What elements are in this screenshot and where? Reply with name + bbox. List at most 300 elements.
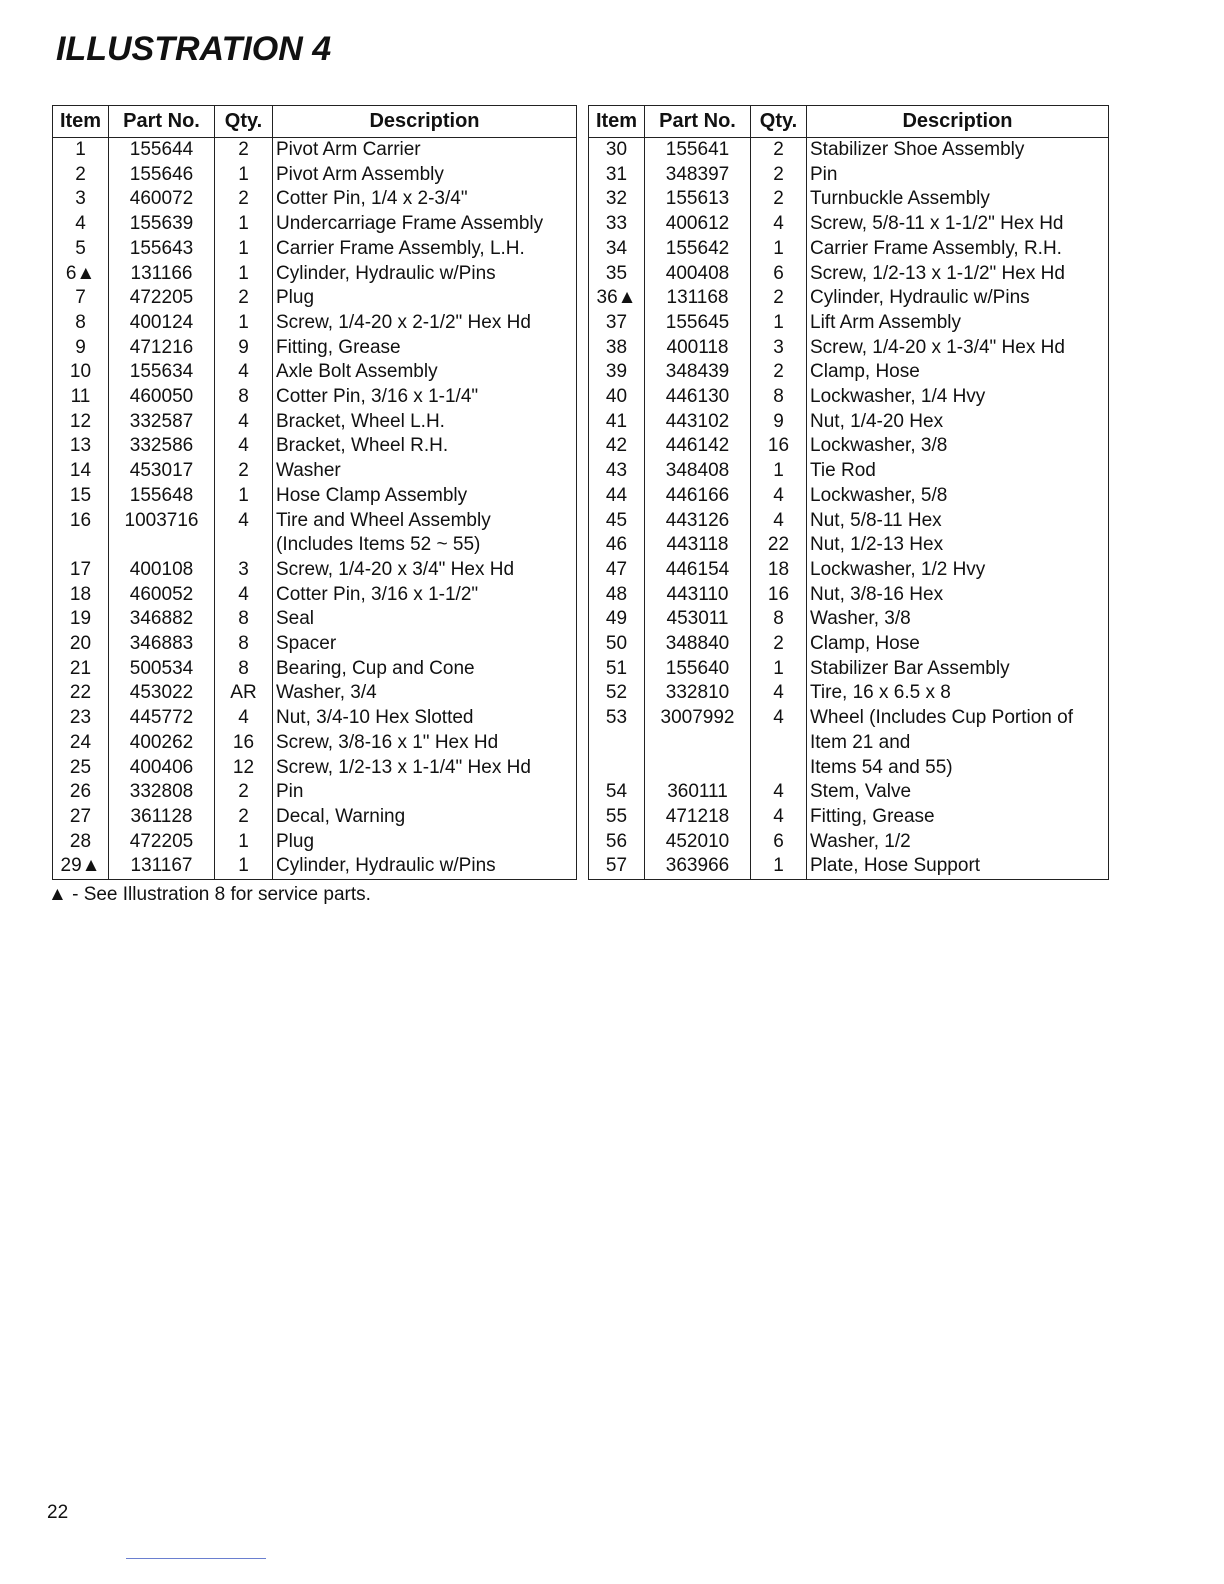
cell-part-no: 452010 [645, 830, 751, 855]
cell-qty: 4 [751, 212, 807, 237]
cell-part-no: 131167 [109, 854, 215, 879]
cell-qty: 22 [751, 533, 807, 558]
cell-qty: 2 [215, 459, 273, 484]
cell-qty: 9 [215, 336, 273, 361]
cell-item: 36▲ [589, 286, 645, 311]
cell-description: Decal, Warning [273, 805, 577, 830]
table-row [589, 607, 1109, 632]
scan-artifact-line [126, 1558, 266, 1559]
table-row [53, 607, 577, 632]
header-item: Item [589, 106, 645, 138]
table-row [53, 805, 577, 830]
cell-description: Screw, 1/2-13 x 1-1/4" Hex Hd [273, 756, 577, 781]
cell-part-no: 332587 [109, 410, 215, 435]
cell-qty: 2 [751, 187, 807, 212]
cell-qty: 3 [215, 558, 273, 583]
table-row [53, 681, 577, 706]
cell-part-no: 131166 [109, 262, 215, 287]
table-row [53, 212, 577, 237]
table-header-row [53, 106, 577, 138]
parts-table-left-body [53, 138, 577, 880]
table-row [53, 780, 577, 805]
cell-qty: 4 [751, 805, 807, 830]
cell-part-no: 453022 [109, 681, 215, 706]
cell-part-no: 332810 [645, 681, 751, 706]
cell-description: Cylinder, Hydraulic w/Pins [807, 286, 1109, 311]
cell-qty: 4 [751, 706, 807, 731]
cell-part-no [645, 731, 751, 756]
table-row [589, 583, 1109, 608]
cell-description: Bracket, Wheel R.H. [273, 434, 577, 459]
cell-qty: 1 [751, 237, 807, 262]
cell-part-no: 460050 [109, 385, 215, 410]
cell-description: (Includes Items 52 ~ 55) [273, 533, 577, 558]
cell-item: 30 [589, 138, 645, 163]
cell-part-no: 460072 [109, 187, 215, 212]
cell-description: Clamp, Hose [807, 360, 1109, 385]
header-qty: Qty. [751, 106, 807, 138]
cell-qty: 9 [751, 410, 807, 435]
cell-description: Turnbuckle Assembly [807, 187, 1109, 212]
cell-item: 56 [589, 830, 645, 855]
cell-description: Cotter Pin, 3/16 x 1-1/4" [273, 385, 577, 410]
table-row [53, 434, 577, 459]
cell-description: Washer, 3/4 [273, 681, 577, 706]
cell-part-no: 155640 [645, 657, 751, 682]
cell-item: 42 [589, 434, 645, 459]
cell-description: Plug [273, 286, 577, 311]
cell-qty: 1 [215, 237, 273, 262]
cell-qty: 2 [215, 780, 273, 805]
cell-qty: 8 [215, 657, 273, 682]
cell-part-no: 155645 [645, 311, 751, 336]
cell-item [589, 731, 645, 756]
table-row [589, 854, 1109, 879]
cell-description: Nut, 1/2-13 Hex [807, 533, 1109, 558]
parts-table-left [52, 105, 577, 880]
cell-description: Pivot Arm Carrier [273, 138, 577, 163]
cell-description: Screw, 5/8-11 x 1-1/2" Hex Hd [807, 212, 1109, 237]
table-row [53, 706, 577, 731]
cell-item: 23 [53, 706, 109, 731]
table-row [53, 558, 577, 583]
cell-part-no: 348408 [645, 459, 751, 484]
cell-part-no: 131168 [645, 286, 751, 311]
cell-item: 27 [53, 805, 109, 830]
table-row [589, 731, 1109, 756]
cell-item: 15 [53, 484, 109, 509]
header-part-no: Part No. [645, 106, 751, 138]
footnote: ▲ - See Illustration 8 for service parts. [48, 884, 371, 905]
cell-description: Screw, 3/8-16 x 1" Hex Hd [273, 731, 577, 756]
cell-item: 46 [589, 533, 645, 558]
table-row [53, 237, 577, 262]
cell-description: Screw, 1/4-20 x 2-1/2" Hex Hd [273, 311, 577, 336]
cell-item [53, 533, 109, 558]
cell-item: 4 [53, 212, 109, 237]
cell-qty: 4 [751, 509, 807, 534]
cell-qty: 4 [215, 706, 273, 731]
table-row [589, 434, 1109, 459]
table-row [53, 731, 577, 756]
cell-qty: 8 [215, 632, 273, 657]
cell-item: 21 [53, 657, 109, 682]
table-row [589, 410, 1109, 435]
cell-part-no: 400118 [645, 336, 751, 361]
cell-part-no: 400612 [645, 212, 751, 237]
cell-qty: 1 [215, 311, 273, 336]
cell-item: 49 [589, 607, 645, 632]
table-row [589, 237, 1109, 262]
table-row [53, 163, 577, 188]
cell-description: Axle Bolt Assembly [273, 360, 577, 385]
cell-item: 57 [589, 854, 645, 879]
cell-qty: 8 [751, 607, 807, 632]
cell-description: Items 54 and 55) [807, 756, 1109, 781]
table-row [53, 756, 577, 781]
cell-qty: 2 [215, 805, 273, 830]
cell-part-no: 363966 [645, 854, 751, 879]
parts-table-right [588, 105, 1109, 880]
cell-qty: 2 [751, 360, 807, 385]
table-row [589, 484, 1109, 509]
cell-item: 20 [53, 632, 109, 657]
cell-item: 31 [589, 163, 645, 188]
cell-part-no: 453017 [109, 459, 215, 484]
cell-qty [751, 731, 807, 756]
cell-part-no: 446154 [645, 558, 751, 583]
cell-description: Cotter Pin, 1/4 x 2-3/4" [273, 187, 577, 212]
table-row [53, 187, 577, 212]
cell-item: 13 [53, 434, 109, 459]
cell-part-no: 348439 [645, 360, 751, 385]
table-row [53, 657, 577, 682]
cell-part-no: 472205 [109, 830, 215, 855]
cell-item: 34 [589, 237, 645, 262]
cell-qty: 4 [751, 681, 807, 706]
header-qty: Qty. [215, 106, 273, 138]
page-number: 22 [47, 1502, 69, 1523]
cell-part-no: 155613 [645, 187, 751, 212]
header-part-no: Part No. [109, 106, 215, 138]
header-item: Item [53, 106, 109, 138]
table-row [589, 360, 1109, 385]
cell-part-no: 361128 [109, 805, 215, 830]
cell-qty: 6 [751, 262, 807, 287]
table-row [589, 706, 1109, 731]
table-row [53, 286, 577, 311]
header-description: Description [807, 106, 1109, 138]
cell-qty: 1 [215, 854, 273, 879]
cell-item: 10 [53, 360, 109, 385]
cell-qty: 4 [215, 410, 273, 435]
cell-part-no: 446130 [645, 385, 751, 410]
cell-part-no: 443110 [645, 583, 751, 608]
table-row [53, 509, 577, 534]
cell-description: Cylinder, Hydraulic w/Pins [273, 262, 577, 287]
table-row [53, 632, 577, 657]
cell-qty: 18 [751, 558, 807, 583]
cell-item: 14 [53, 459, 109, 484]
cell-qty: 4 [751, 780, 807, 805]
cell-item: 24 [53, 731, 109, 756]
cell-description: Stem, Valve [807, 780, 1109, 805]
cell-item: 6▲ [53, 262, 109, 287]
cell-description: Washer [273, 459, 577, 484]
table-row [53, 830, 577, 855]
cell-description: Stabilizer Bar Assembly [807, 657, 1109, 682]
cell-qty: 1 [215, 484, 273, 509]
cell-part-no: 155642 [645, 237, 751, 262]
cell-qty: 2 [751, 632, 807, 657]
cell-description: Lockwasher, 3/8 [807, 434, 1109, 459]
cell-description: Bracket, Wheel L.H. [273, 410, 577, 435]
cell-item: 51 [589, 657, 645, 682]
cell-qty: 1 [215, 830, 273, 855]
table-row [589, 756, 1109, 781]
cell-part-no: 1003716 [109, 509, 215, 534]
table-row [589, 286, 1109, 311]
cell-description: Washer, 3/8 [807, 607, 1109, 632]
table-row [53, 854, 577, 879]
cell-qty: 2 [215, 286, 273, 311]
cell-description: Carrier Frame Assembly, R.H. [807, 237, 1109, 262]
cell-description: Carrier Frame Assembly, L.H. [273, 237, 577, 262]
cell-description: Pin [273, 780, 577, 805]
cell-description: Screw, 1/4-20 x 1-3/4" Hex Hd [807, 336, 1109, 361]
table-row [53, 360, 577, 385]
cell-item: 8 [53, 311, 109, 336]
cell-description: Clamp, Hose [807, 632, 1109, 657]
cell-description: Fitting, Grease [807, 805, 1109, 830]
table-row [589, 830, 1109, 855]
cell-qty: 2 [751, 138, 807, 163]
cell-item: 41 [589, 410, 645, 435]
cell-qty [215, 533, 273, 558]
cell-description: Tire and Wheel Assembly [273, 509, 577, 534]
cell-qty: 2 [751, 286, 807, 311]
cell-part-no: 346882 [109, 607, 215, 632]
cell-description: Screw, 1/2-13 x 1-1/2" Hex Hd [807, 262, 1109, 287]
cell-item: 37 [589, 311, 645, 336]
page-title: ILLUSTRATION 4 [56, 30, 332, 68]
table-row [53, 484, 577, 509]
table-row [589, 459, 1109, 484]
cell-part-no: 332808 [109, 780, 215, 805]
cell-part-no: 460052 [109, 583, 215, 608]
cell-part-no: 500534 [109, 657, 215, 682]
table-row [53, 336, 577, 361]
cell-item: 17 [53, 558, 109, 583]
cell-item: 50 [589, 632, 645, 657]
cell-description: Spacer [273, 632, 577, 657]
cell-description: Bearing, Cup and Cone [273, 657, 577, 682]
cell-item: 40 [589, 385, 645, 410]
cell-part-no: 446166 [645, 484, 751, 509]
table-row [589, 533, 1109, 558]
cell-item: 16 [53, 509, 109, 534]
cell-item: 45 [589, 509, 645, 534]
cell-description: Wheel (Includes Cup Portion of [807, 706, 1109, 731]
cell-item: 22 [53, 681, 109, 706]
cell-part-no: 332586 [109, 434, 215, 459]
cell-description: Cotter Pin, 3/16 x 1-1/2" [273, 583, 577, 608]
cell-part-no: 3007992 [645, 706, 751, 731]
cell-qty: 16 [751, 434, 807, 459]
cell-description: Plate, Hose Support [807, 854, 1109, 879]
table-row [589, 336, 1109, 361]
cell-description: Pin [807, 163, 1109, 188]
table-row [589, 780, 1109, 805]
cell-description: Lift Arm Assembly [807, 311, 1109, 336]
cell-description: Hose Clamp Assembly [273, 484, 577, 509]
table-row [53, 583, 577, 608]
cell-description: Fitting, Grease [273, 336, 577, 361]
cell-item: 5 [53, 237, 109, 262]
cell-part-no: 443102 [645, 410, 751, 435]
cell-qty: 2 [751, 163, 807, 188]
cell-description: Cylinder, Hydraulic w/Pins [273, 854, 577, 879]
cell-item: 35 [589, 262, 645, 287]
cell-qty: 1 [215, 212, 273, 237]
cell-item: 3 [53, 187, 109, 212]
cell-item: 53 [589, 706, 645, 731]
cell-description: Lockwasher, 5/8 [807, 484, 1109, 509]
cell-qty: 4 [215, 583, 273, 608]
cell-part-no: 348397 [645, 163, 751, 188]
table-row [53, 262, 577, 287]
cell-description: Stabilizer Shoe Assembly [807, 138, 1109, 163]
cell-part-no: 155646 [109, 163, 215, 188]
cell-description: Tire, 16 x 6.5 x 8 [807, 681, 1109, 706]
cell-item: 32 [589, 187, 645, 212]
table-row [53, 459, 577, 484]
table-row [53, 533, 577, 558]
cell-item: 48 [589, 583, 645, 608]
cell-item: 12 [53, 410, 109, 435]
cell-qty: 1 [215, 163, 273, 188]
cell-part-no: 155648 [109, 484, 215, 509]
cell-description: Tie Rod [807, 459, 1109, 484]
cell-part-no: 443118 [645, 533, 751, 558]
table-row [589, 187, 1109, 212]
cell-qty: 16 [751, 583, 807, 608]
table-row [53, 410, 577, 435]
cell-part-no: 348840 [645, 632, 751, 657]
table-row [589, 657, 1109, 682]
cell-description: Nut, 1/4-20 Hex [807, 410, 1109, 435]
cell-part-no: 443126 [645, 509, 751, 534]
cell-description: Nut, 3/8-16 Hex [807, 583, 1109, 608]
cell-description: Nut, 3/4-10 Hex Slotted [273, 706, 577, 731]
cell-item: 25 [53, 756, 109, 781]
cell-description: Seal [273, 607, 577, 632]
table-row [589, 681, 1109, 706]
cell-part-no: 472205 [109, 286, 215, 311]
cell-qty: 6 [751, 830, 807, 855]
cell-qty: 16 [215, 731, 273, 756]
cell-description: Lockwasher, 1/4 Hvy [807, 385, 1109, 410]
cell-item: 1 [53, 138, 109, 163]
cell-part-no: 360111 [645, 780, 751, 805]
cell-item: 54 [589, 780, 645, 805]
cell-qty: 1 [215, 262, 273, 287]
cell-part-no: 400408 [645, 262, 751, 287]
table-header-row [589, 106, 1109, 138]
cell-part-no: 400108 [109, 558, 215, 583]
cell-item: 29▲ [53, 854, 109, 879]
cell-item: 7 [53, 286, 109, 311]
cell-description: Pivot Arm Assembly [273, 163, 577, 188]
cell-item: 2 [53, 163, 109, 188]
cell-qty: 8 [215, 385, 273, 410]
cell-item: 52 [589, 681, 645, 706]
cell-item [589, 756, 645, 781]
table-row [589, 632, 1109, 657]
cell-qty: 4 [215, 434, 273, 459]
cell-item: 9 [53, 336, 109, 361]
cell-part-no: 155643 [109, 237, 215, 262]
cell-description: Screw, 1/4-20 x 3/4" Hex Hd [273, 558, 577, 583]
cell-part-no: 155639 [109, 212, 215, 237]
cell-qty: 12 [215, 756, 273, 781]
cell-description: Nut, 5/8-11 Hex [807, 509, 1109, 534]
cell-item: 11 [53, 385, 109, 410]
cell-qty: 8 [751, 385, 807, 410]
cell-description: Undercarriage Frame Assembly [273, 212, 577, 237]
cell-part-no [109, 533, 215, 558]
cell-qty [751, 756, 807, 781]
table-row [53, 385, 577, 410]
table-row [589, 385, 1109, 410]
cell-item: 44 [589, 484, 645, 509]
parts-table-right-body [589, 138, 1109, 880]
header-description: Description [273, 106, 577, 138]
table-row [589, 509, 1109, 534]
table-row [589, 558, 1109, 583]
cell-item: 33 [589, 212, 645, 237]
cell-item: 55 [589, 805, 645, 830]
cell-part-no: 453011 [645, 607, 751, 632]
cell-item: 26 [53, 780, 109, 805]
table-row [53, 311, 577, 336]
cell-qty: 1 [751, 459, 807, 484]
cell-part-no: 155634 [109, 360, 215, 385]
cell-part-no: 346883 [109, 632, 215, 657]
table-row [589, 212, 1109, 237]
cell-qty: 4 [215, 360, 273, 385]
cell-qty: 3 [751, 336, 807, 361]
cell-part-no: 400406 [109, 756, 215, 781]
cell-part-no: 400124 [109, 311, 215, 336]
cell-qty: 2 [215, 138, 273, 163]
cell-qty: 8 [215, 607, 273, 632]
cell-item: 38 [589, 336, 645, 361]
cell-qty: 4 [215, 509, 273, 534]
cell-qty: 1 [751, 657, 807, 682]
cell-item: 39 [589, 360, 645, 385]
cell-item: 47 [589, 558, 645, 583]
cell-description: Lockwasher, 1/2 Hvy [807, 558, 1109, 583]
table-row [53, 138, 577, 163]
cell-item: 19 [53, 607, 109, 632]
cell-description: Washer, 1/2 [807, 830, 1109, 855]
cell-part-no: 155641 [645, 138, 751, 163]
cell-qty: 2 [215, 187, 273, 212]
cell-qty: 1 [751, 311, 807, 336]
cell-part-no: 155644 [109, 138, 215, 163]
cell-part-no: 471218 [645, 805, 751, 830]
